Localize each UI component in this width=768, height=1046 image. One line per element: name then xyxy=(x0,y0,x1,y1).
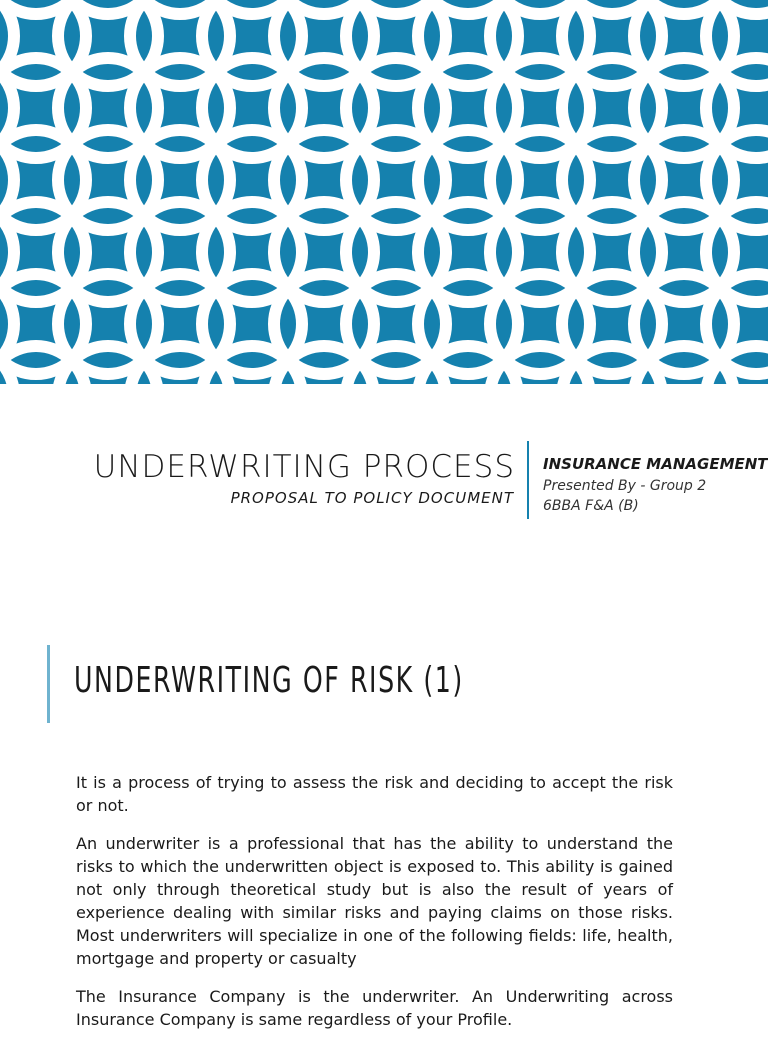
slide-heading: UNDERWRITING OF RISK (1) xyxy=(74,660,464,701)
body-paragraph: An underwriter is a professional that has the ability to understand the risks to which the underwritten object is exposed to. This ability is gained not only through theoretical study but is also the result of years of experience dealing with similar risks and paying claims on those risks. Most underwriters will specialize in one of the following fields: life, health, mortgage and property or casualty xyxy=(76,834,673,968)
presenter-line: Presented By - Group 2 xyxy=(543,478,707,494)
pattern-banner xyxy=(0,0,768,384)
body-paragraph: It is a process of trying to assess the risk and deciding to accept the risk or not. xyxy=(76,773,673,815)
slide-body xyxy=(76,771,673,1046)
body-paragraph: The Insurance Company is the underwriter. An Underwriting across Insurance Company is same regardless of your Profile. xyxy=(76,987,673,1029)
slide-subtitle: PROPOSAL TO POLICY DOCUMENT xyxy=(230,489,514,507)
course-name: INSURANCE MANAGEMENT xyxy=(543,455,768,473)
class-line: 6BBA F&A (B) xyxy=(543,498,639,514)
title-divider xyxy=(527,441,529,519)
slide-title: UNDERWRITING PROCESS xyxy=(93,449,515,485)
circle-pattern-graphic xyxy=(0,0,768,384)
heading-accent-bar xyxy=(47,645,50,723)
